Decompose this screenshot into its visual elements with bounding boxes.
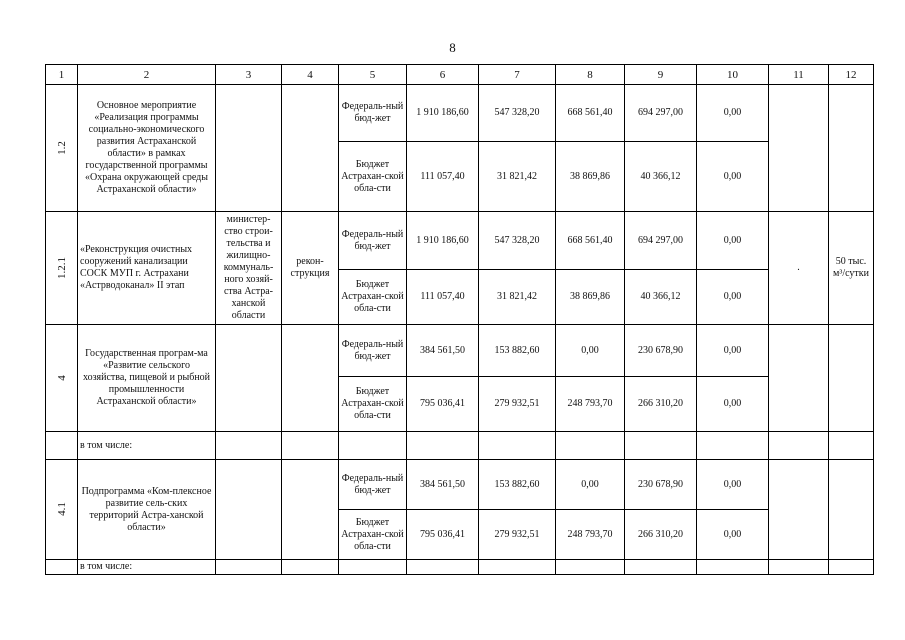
fund-source: Бюджет Астрахан-ской обла-сти — [339, 142, 407, 212]
empty-cell — [282, 560, 339, 575]
value-cell: 694 297,00 — [625, 212, 697, 270]
header-cell: 12 — [829, 65, 874, 85]
value-cell: 40 366,12 — [625, 142, 697, 212]
empty-cell — [697, 432, 769, 460]
header-cell: 3 — [216, 65, 282, 85]
col12-cell — [829, 325, 874, 432]
value-cell: 0,00 — [697, 85, 769, 142]
row-number: 4 — [46, 325, 78, 432]
subtotal-label: в том числе: — [78, 560, 216, 575]
value-cell: 38 869,86 — [556, 270, 625, 325]
measure-name: Подпрограмма «Ком-плексное развитие сель-ских территорий Астра-ханской области» — [78, 460, 216, 560]
value-cell: 153 882,60 — [479, 460, 556, 510]
executor-cell — [216, 460, 282, 560]
value-cell: 384 561,50 — [407, 325, 479, 377]
value-cell: 153 882,60 — [479, 325, 556, 377]
measure-name: Государственная програм-ма «Развитие сельского хозяйства, пищевой и рыбной промышленности Астраханской области» — [78, 325, 216, 432]
empty-cell — [407, 432, 479, 460]
empty-cell — [339, 432, 407, 460]
table-row — [46, 212, 874, 270]
table-row — [46, 325, 874, 377]
header-cell: 7 — [479, 65, 556, 85]
value-cell: 795 036,41 — [407, 510, 479, 560]
col11-cell — [769, 460, 829, 560]
capacity-cell: 50 тыс. м³/сутки — [829, 212, 874, 325]
empty-cell — [769, 560, 829, 575]
row-number: 4.1 — [46, 460, 78, 560]
header-cell: 2 — [78, 65, 216, 85]
empty-cell — [479, 432, 556, 460]
executor-cell — [216, 85, 282, 212]
value-cell: 1 910 186,60 — [407, 212, 479, 270]
empty-cell — [625, 432, 697, 460]
value-cell: 279 932,51 — [479, 510, 556, 560]
header-cell: 11 — [769, 65, 829, 85]
empty-cell — [556, 432, 625, 460]
value-cell: 230 678,90 — [625, 325, 697, 377]
value-cell: 266 310,20 — [625, 510, 697, 560]
value-cell: 40 366,12 — [625, 270, 697, 325]
value-cell: 0,00 — [697, 377, 769, 432]
row-number — [46, 432, 78, 460]
col12-cell — [829, 460, 874, 560]
value-cell: 0,00 — [697, 325, 769, 377]
fund-source: Бюджет Астрахан-ской обла-сти — [339, 510, 407, 560]
empty-cell — [769, 432, 829, 460]
empty-cell — [625, 560, 697, 575]
header-cell: 8 — [556, 65, 625, 85]
value-cell: 668 561,40 — [556, 212, 625, 270]
fund-source: Федераль-ный бюд-жет — [339, 85, 407, 142]
header-cell: 5 — [339, 65, 407, 85]
table-row — [46, 432, 874, 460]
value-cell: 694 297,00 — [625, 85, 697, 142]
value-cell: 279 932,51 — [479, 377, 556, 432]
executor-cell — [216, 325, 282, 432]
empty-cell — [829, 560, 874, 575]
empty-cell — [829, 432, 874, 460]
value-cell: 248 793,70 — [556, 510, 625, 560]
value-cell: 38 869,86 — [556, 142, 625, 212]
empty-cell — [339, 560, 407, 575]
empty-cell — [407, 560, 479, 575]
header-cell: 9 — [625, 65, 697, 85]
table-row — [46, 460, 874, 510]
executor-cell: министер-ство строи-тельства и жилищно-коммуналь-ного хозяй-ства Астра-ханской области — [216, 212, 282, 325]
value-cell: 0,00 — [556, 460, 625, 510]
value-cell: 0,00 — [697, 270, 769, 325]
fund-source: Бюджет Астрахан-ской обла-сти — [339, 377, 407, 432]
fund-source: Федераль-ный бюд-жет — [339, 212, 407, 270]
col11-cell — [769, 85, 829, 212]
table-row — [46, 560, 874, 575]
type-cell — [282, 85, 339, 212]
value-cell: 384 561,50 — [407, 460, 479, 510]
measure-name: Основное мероприятие «Реализация программы социально-экономического развития Астраханской области» в рамках государственной программы «Охрана окружающей среды Астраханской области» — [78, 85, 216, 212]
measure-name: «Реконструкция очистных сооружений канализации СОСК МУП г. Астрахани «Астрводоканал» II этап — [78, 212, 216, 325]
value-cell: 795 036,41 — [407, 377, 479, 432]
header-row — [46, 65, 874, 85]
header-cell: 1 — [46, 65, 78, 85]
page-number: 8 — [449, 40, 456, 55]
budget-table — [45, 64, 874, 575]
col12-cell — [829, 85, 874, 212]
empty-cell — [556, 560, 625, 575]
empty-cell — [697, 560, 769, 575]
type-cell: рекон-струкция — [282, 212, 339, 325]
value-cell: 0,00 — [556, 325, 625, 377]
empty-cell — [479, 560, 556, 575]
value-cell: 547 328,20 — [479, 85, 556, 142]
col11-cell: . — [769, 212, 829, 325]
value-cell: 266 310,20 — [625, 377, 697, 432]
value-cell: 547 328,20 — [479, 212, 556, 270]
value-cell: 31 821,42 — [479, 142, 556, 212]
value-cell: 1 910 186,60 — [407, 85, 479, 142]
header-cell: 4 — [282, 65, 339, 85]
value-cell: 0,00 — [697, 142, 769, 212]
value-cell: 0,00 — [697, 460, 769, 510]
value-cell: 0,00 — [697, 212, 769, 270]
header-cell: 10 — [697, 65, 769, 85]
value-cell: 111 057,40 — [407, 142, 479, 212]
subtotal-label: в том числе: — [78, 432, 216, 460]
value-cell: 111 057,40 — [407, 270, 479, 325]
value-cell: 0,00 — [697, 510, 769, 560]
row-number: 1.2 — [46, 85, 78, 212]
header-cell: 6 — [407, 65, 479, 85]
value-cell: 31 821,42 — [479, 270, 556, 325]
col11-cell — [769, 325, 829, 432]
value-cell: 230 678,90 — [625, 460, 697, 510]
empty-cell — [216, 432, 282, 460]
fund-source: Федераль-ный бюд-жет — [339, 325, 407, 377]
fund-source: Федераль-ный бюд-жет — [339, 460, 407, 510]
value-cell: 668 561,40 — [556, 85, 625, 142]
empty-cell — [282, 432, 339, 460]
row-number: 1.2.1 — [46, 212, 78, 325]
table-row — [46, 85, 874, 142]
fund-source: Бюджет Астрахан-ской обла-сти — [339, 270, 407, 325]
row-number — [46, 560, 78, 575]
value-cell: 248 793,70 — [556, 377, 625, 432]
type-cell — [282, 325, 339, 432]
type-cell — [282, 460, 339, 560]
empty-cell — [216, 560, 282, 575]
